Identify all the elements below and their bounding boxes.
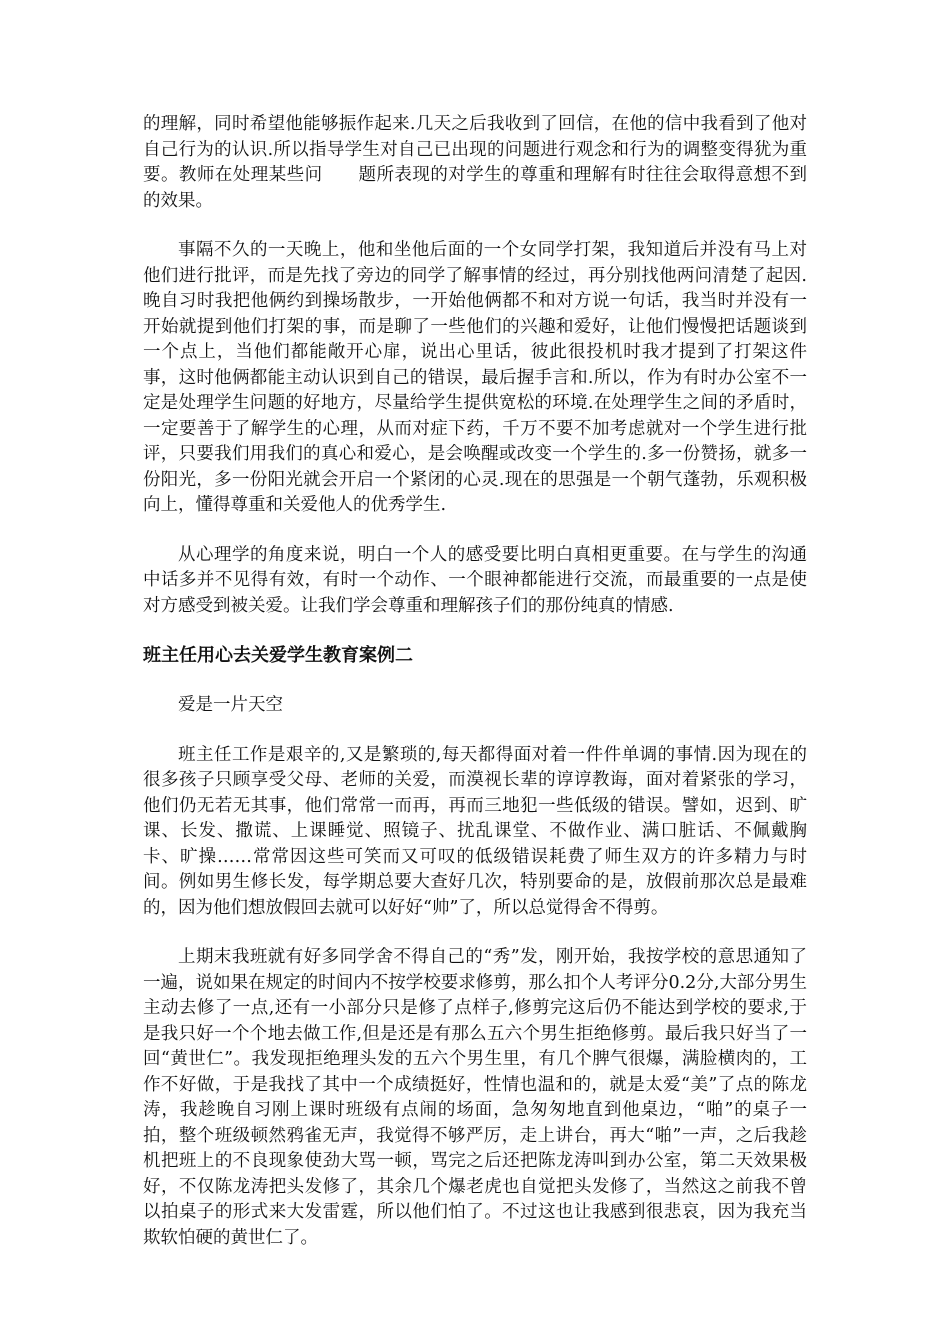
paragraph-gap: [143, 619, 807, 643]
paragraph-2: 事隔不久的一天晚上，他和坐他后面的一个女同学打架，我知道后并没有马上对他们进行批评，而是先找了旁边的同学了解事情的经过，再分别找他两问清楚了起因.晚自习时我把他俩约到操场散步，一开始他俩都不和对方说一句话，我当时并没有一开始就提到他们打架的事，而是聊了一些他们的兴趣和爱好，让他们慢慢把话题谈到一个点上，当他们都能敞开心扉，说出心里话，彼此很投机时我才提到了打架这件事，这时他俩都能主动认识到自己的错误，最后握手言和.所以，作为有时办公室不一定是处理学生问题的好地方，尽量给学生提供宽松的环境.在处理学生之间的矛盾时，一定要善于了解学生的心理，从而对症下药，千万不要不加考虑就对一个学生进行批评，只要我们用我们的真心和爱心，是会唤醒或改变一个学生的.多一份赞扬，就多一份阳光，多一份阳光就会开启一个紧闭的心灵.现在的思强是一个朝气蓬勃，乐观积极向上，懂得尊重和关爱他人的优秀学生.: [143, 240, 807, 515]
paragraph-4: 班主任工作是艰辛的,又是繁琐的,每天都得面对着一件件单调的事情.因为现在的很多孩子只顾享受父母、老师的关爱，而漠视长辈的谆谆教诲，面对着紧张的学习，他们仍无若无其事，他们常常一而再，再而三地犯一些低级的错误。譬如，迟到、旷课、长发、撒谎、上课睡觉、照镜子、扰乱课堂、不做作业、满口脏话、不佩戴胸卡、旷操……常常因这些可笑而又可叹的低级错误耗费了师生双方的许多精力与时间。例如男生修长发，每学期总要大查好几次，特别要命的是，放假前那次总是最难的，因为他们想放假回去就可以好好“帅”了，所以总觉得舍不得剪。: [143, 744, 807, 918]
paragraph-gap: [143, 519, 807, 543]
document-page: [143, 112, 807, 1251]
paragraph-gap: [143, 214, 807, 238]
section-subtitle: 爱是一片天空: [178, 695, 283, 715]
paragraph-1: 的理解，同时希望他能够振作起来.几天之后我收到了回信，在他的信中我看到了他对自己行为的认识.所以指导学生对自己已出现的问题进行观念和行为的调整变得犹为重要。教师在处理某些问 题所表现的对学生的尊重和理解有时往往会取得意想不到的效果。: [143, 114, 807, 211]
paragraph-gap: [143, 719, 807, 743]
section-heading: 班主任用心去关爱学生教育案例二: [143, 645, 413, 666]
paragraph-3: 从心理学的角度来说，明白一个人的感受要比明白真相更重要。在与学生的沟通中话多并不见得有效，有时一个动作、一个眼神都能进行交流，而最重要的一点是使对方感受到被关爱。让我们学会尊重和理解孩子们的那份纯真的情感.: [143, 544, 807, 616]
paragraph-5: 上期末我班就有好多同学舍不得自己的“秀”发，刚开始，我按学校的意思通知了一遍，说如果在规定的时间内不按学校要求修剪，那么扣个人考评分0.2分,大部分男生主动去修了一点,还有一小部分只是修了点样子,修剪完这后仍不能达到学校的要求,于是我只好一个个地去做工作,但是还是有那么五六个男生拒绝修剪。最后我只好当了一回“黄世仁”。我发现拒绝理头发的五六个男生里，有几个脾气很爆，满脸横肉的，工作不好做，于是我找了其中一个成绩挺好，性情也温和的，就是太爱“美”了点的陈龙涛，我趁晚自习刚上课时班级有点闹的场面，急匆匆地直到他桌边，“啪”的桌子一拍，整个班级顿然鸦雀无声，我觉得不够严厉，走上讲台，再大“啪”一声，之后我趁机把班上的不良现象使劲大骂一顿，骂完之后还把陈龙涛叫到办公室，第二天效果极好，不仅陈龙涛把头发修了，其余几个爆老虎也自觉把头发修了，当然这之前我不曾以拍桌子的形式来大发雷霆，所以他们怕了。不过这也让我感到很悲哀，因为我充当欺软怕硬的黄世仁了。: [143, 947, 807, 1248]
paragraph-gap: [143, 669, 807, 693]
paragraph-gap: [143, 921, 807, 945]
